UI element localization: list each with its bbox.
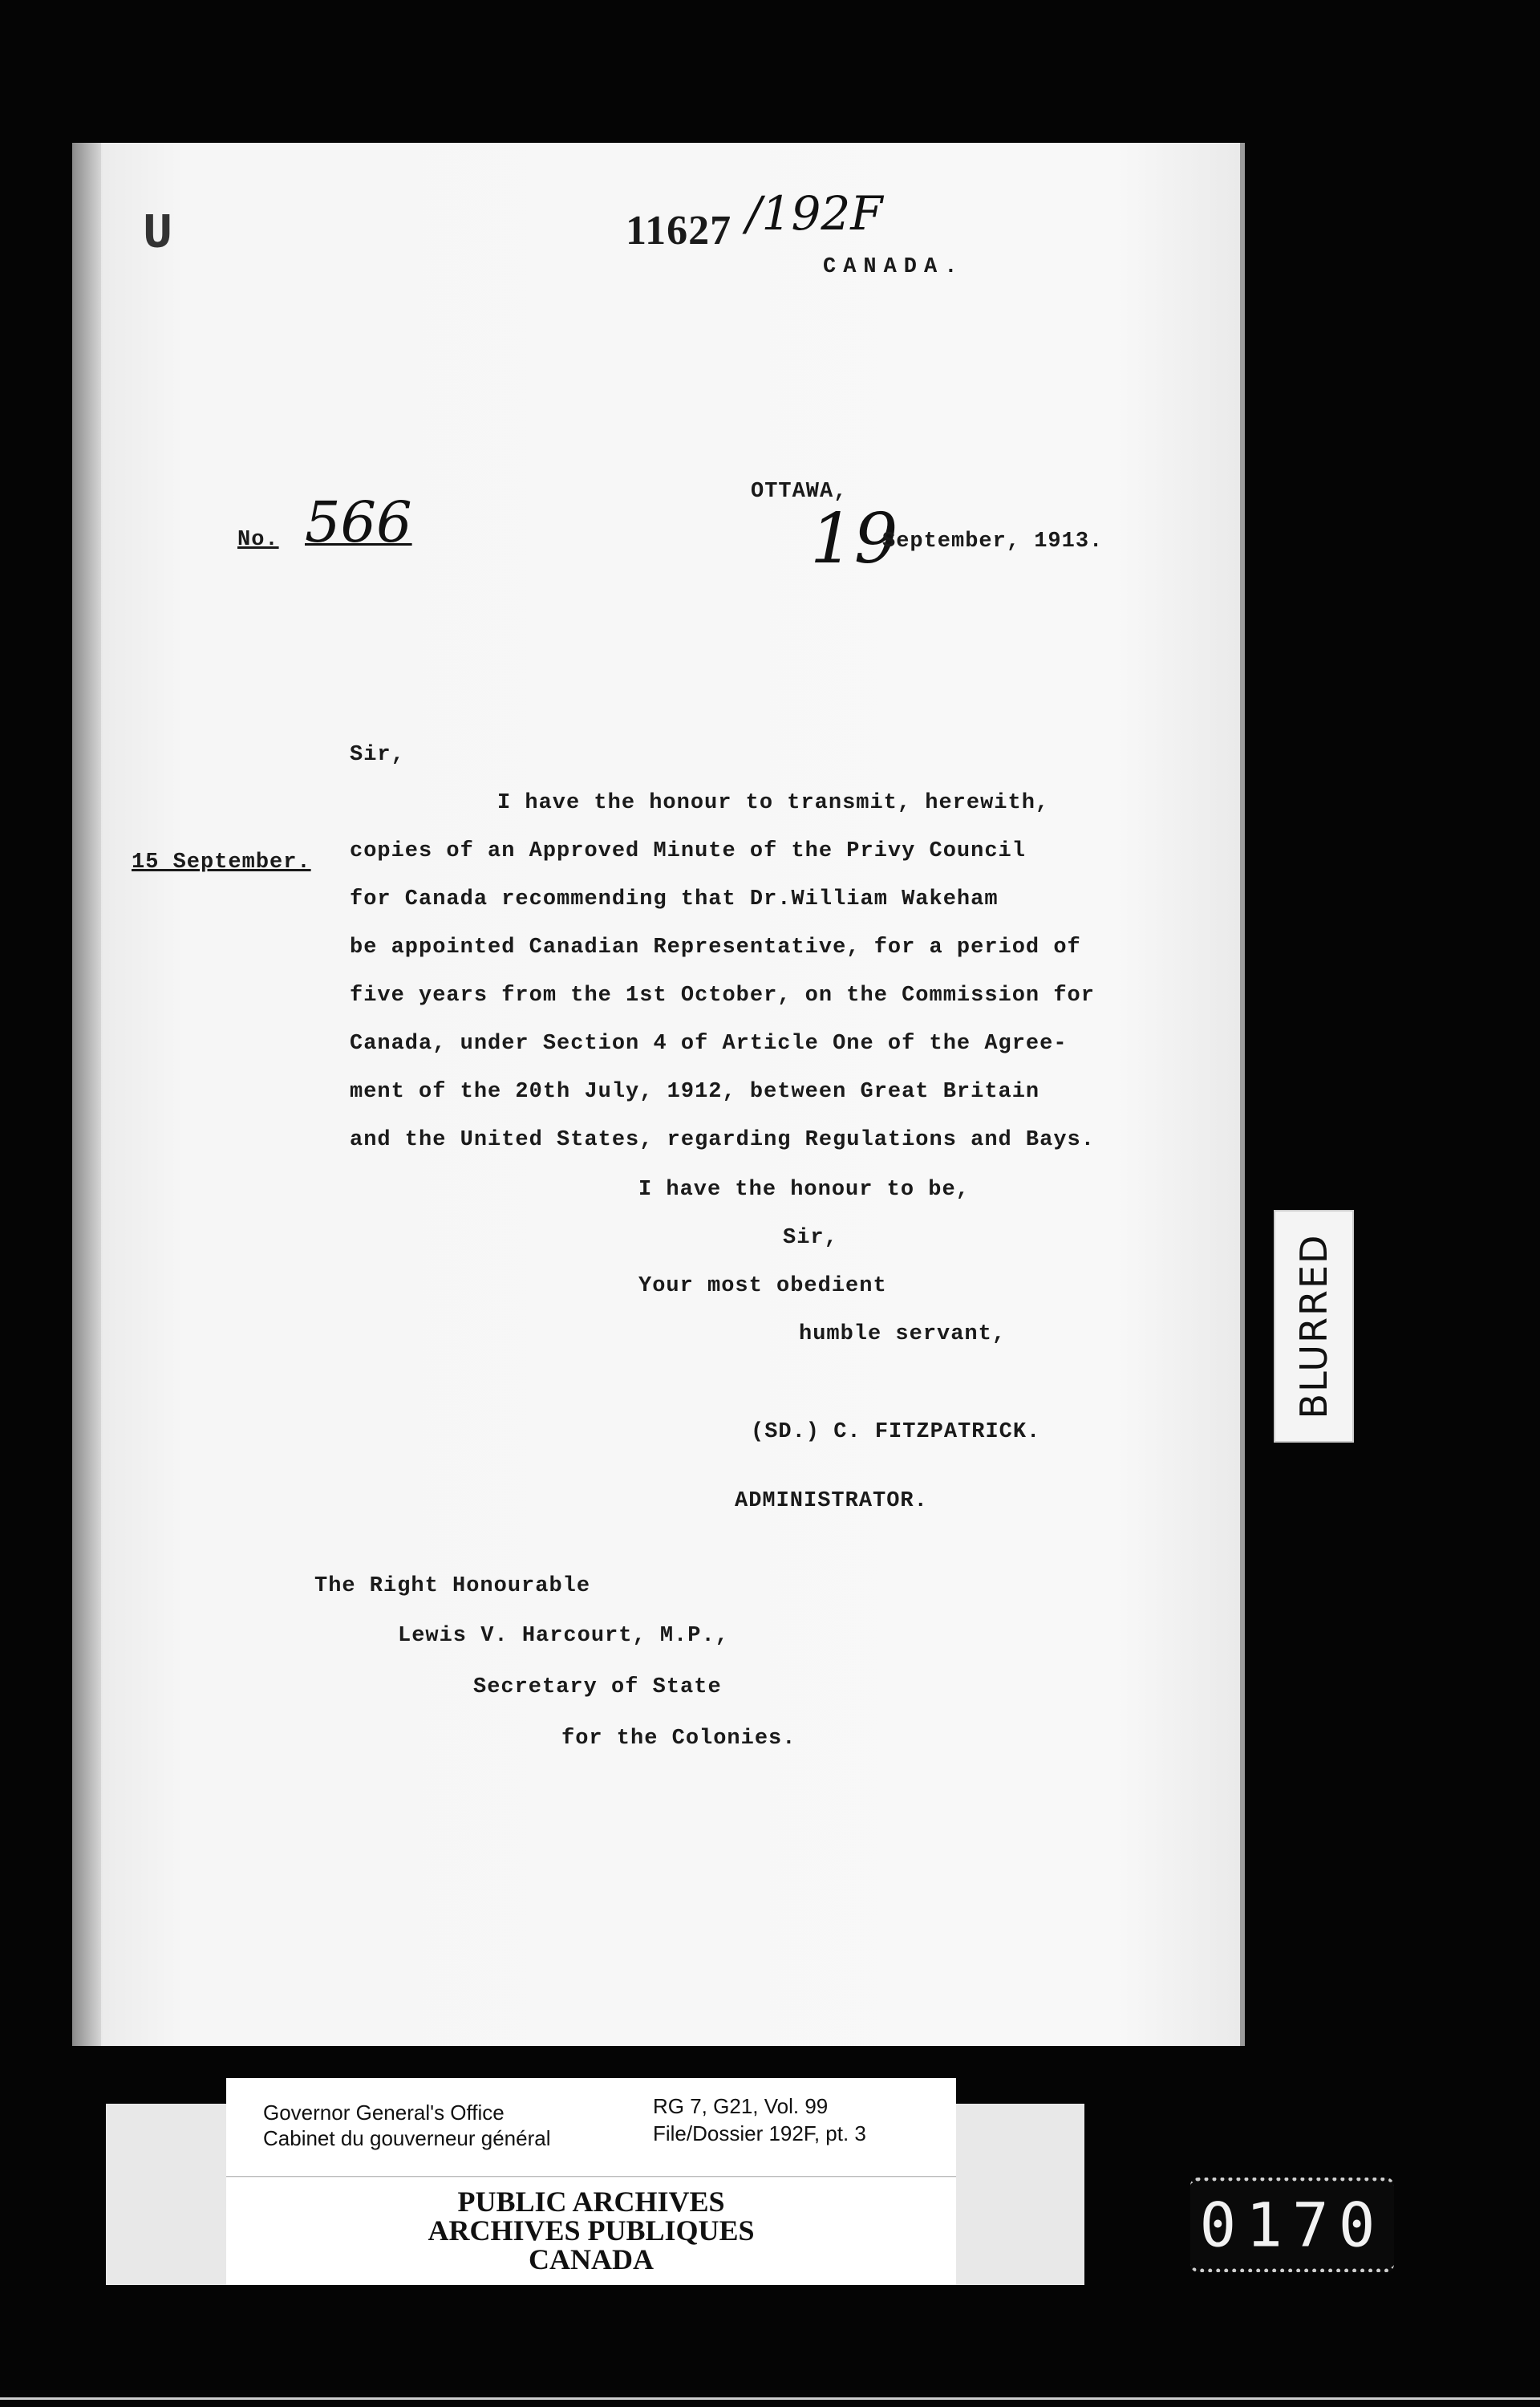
closing-line: Sir, [783, 1226, 838, 1250]
closing-line: I have the honour to be, [638, 1178, 970, 1202]
archives-stamp [226, 2178, 956, 2285]
handwritten-day: 19 [810, 499, 898, 579]
archive-reference-label [226, 2078, 956, 2177]
closing-line: Your most obedient [638, 1274, 887, 1298]
body-line: ment of the 20th July, 1912, between Great Britain [350, 1080, 1040, 1104]
body-line: copies of an Approved Minute of the Privy Council [350, 839, 1026, 863]
file-number: 11627 [626, 208, 732, 254]
addressee-line: The Right Honourable [314, 1574, 591, 1598]
frame-counter [1190, 2178, 1394, 2272]
record-group-reference: RG 7, G21, Vol. 99 [653, 2094, 829, 2118]
blurred-tag-text: BLURRED [1292, 1233, 1335, 1419]
body-line: and the United States, regarding Regulations and Bays. [350, 1128, 1095, 1152]
body-line: five years from the 1st October, on the Commission for [350, 984, 1095, 1008]
signature-title: ADMINISTRATOR. [735, 1489, 928, 1513]
archives-french: ARCHIVES PUBLIQUES [428, 2214, 755, 2247]
handwritten-number: 566 [305, 489, 412, 555]
handwritten-file-suffix: /192F [746, 186, 883, 241]
addressee-line: Secretary of State [473, 1675, 722, 1699]
corner-mark: U [143, 205, 174, 262]
blurred-tag [1274, 1210, 1354, 1443]
body-line: I have the honour to transmit, herewith, [497, 791, 1050, 815]
body-line: be appointed Canadian Representative, for a period of [350, 936, 1081, 960]
header-country: CANADA. [823, 255, 965, 279]
archives-english: PUBLIC ARCHIVES [457, 2186, 725, 2218]
frame-counter-digits: 0170 [1199, 2189, 1385, 2261]
office-french: Cabinet du gouverneur général [263, 2126, 551, 2150]
place: OTTAWA, [751, 480, 848, 504]
salutation: Sir, [350, 743, 405, 767]
body-line: Canada, under Section 4 of Article One of the Agree- [350, 1032, 1068, 1056]
office-english: Governor General's Office [263, 2101, 505, 2125]
body-line: for Canada recommending that Dr.William Wakeham [350, 887, 999, 911]
archives-country: CANADA [529, 2243, 654, 2275]
file-reference: File/Dossier 192F, pt. 3 [653, 2121, 866, 2145]
addressee-line: Lewis V. Harcourt, M.P., [398, 1624, 729, 1648]
closing-line: humble servant, [799, 1322, 1007, 1346]
number-label: No. [237, 528, 279, 552]
date: September, 1913. [882, 530, 1104, 554]
marginal-note: 15 September. [132, 850, 311, 875]
signature: (SD.) C. FITZPATRICK. [751, 1420, 1041, 1444]
addressee-line: for the Colonies. [561, 1727, 796, 1751]
film-edge [0, 2397, 1540, 2400]
